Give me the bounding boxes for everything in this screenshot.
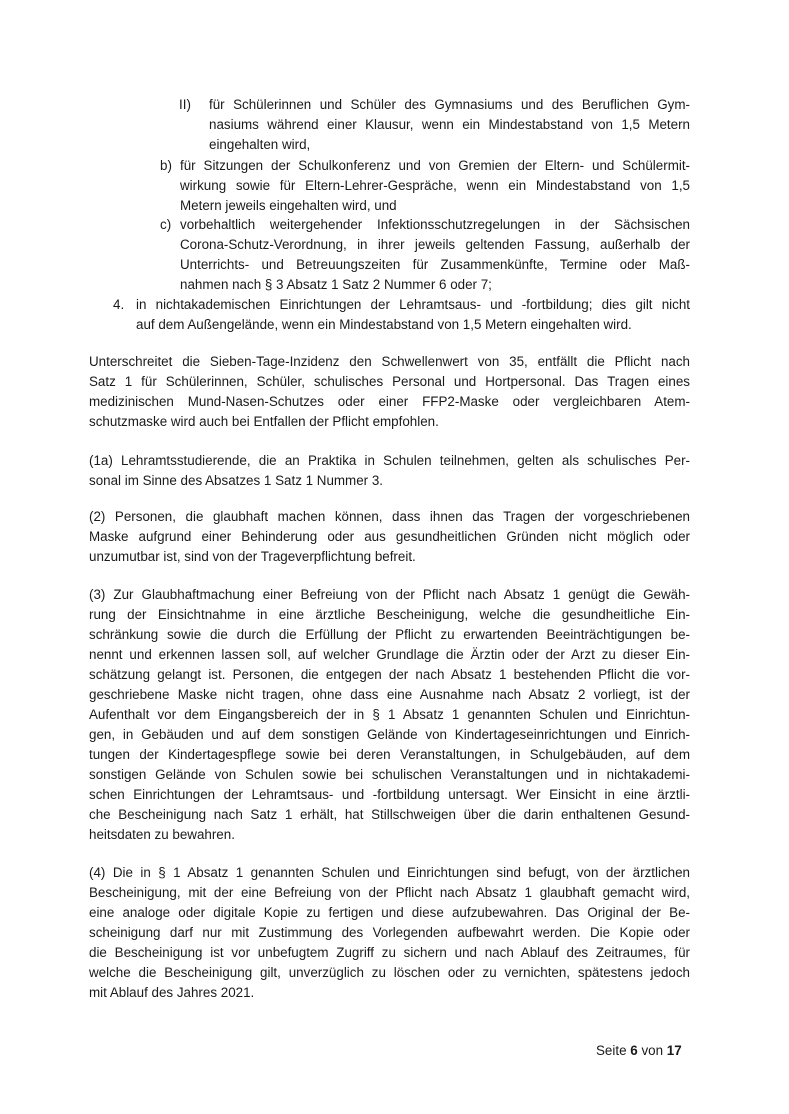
list-item-ii-line: nasiums während einer Klausur, wenn ein Mindestabstand von 1,5 Metern [209, 117, 690, 132]
paragraph-line: Maske aufgrund einer Behinderung oder aus gesundheitlichen Gründen nicht möglich oder [89, 529, 690, 544]
paragraph-line: welche die Bescheinigung gilt, unverzüglich zu löschen oder zu vernichten, spätestens jedoch [89, 965, 690, 980]
paragraph-line: die Bescheinigung ist vor unbefugtem Zugriff zu sichern und nach Ablauf des Zeitraumes, für [89, 945, 690, 960]
paragraph-line: mit Ablauf des Jahres 2021. [89, 985, 255, 1000]
paragraph-line: (2) Personen, die glaubhaft machen können, dass ihnen das Tragen der vorgeschriebenen [89, 509, 690, 524]
total-page-count: 17 [666, 1043, 682, 1058]
paragraph-line: schen Einrichtungen der Lehramtsaus- und -fortbildung untersagt. Wer Einsicht in eine ärztli- [89, 787, 690, 802]
paragraph-line: sonal im Sinne des Absatzes 1 Satz 1 Nummer 3. [89, 473, 383, 488]
paragraph-line: sonstigen Gelände von Schulen sowie bei schulischen Veranstaltungen und in nichtakademi- [89, 767, 690, 782]
paragraph-line: Unterschreitet die Sieben-Tage-Inzidenz den Schwellenwert von 35, entfällt die Pflicht nach [89, 354, 690, 369]
paragraph-line: Aufenthalt vor dem Eingangsbereich der in § 1 Absatz 1 genannten Schulen und Einrichtun- [89, 707, 690, 722]
paragraph-line: scheinigung darf nur mit Zustimmung des Vorlegenden aufbewahrt werden. Die Kopie oder [89, 925, 690, 940]
list-item-4-line: in nichtakademischen Einrichtungen der Lehramtsaus- und -fortbildung; dies gilt nicht [136, 297, 690, 312]
paragraph-line: geschriebene Maske nicht tragen, ohne dass eine Ausnahme nach Absatz 2 vorliegt, ist der [89, 687, 690, 702]
paragraph-line: schutzmaske wird auch bei Entfallen der Pflicht empfohlen. [89, 414, 439, 429]
paragraph-line: nennt und erkennen lassen soll, auf welcher Grundlage die Ärztin oder der Arzt zu dieser Ein- [89, 647, 690, 662]
list-marker-4: 4. [113, 297, 125, 312]
paragraph-line: (4) Die in § 1 Absatz 1 genannten Schulen und Einrichtungen sind befugt, von der ärztlichen [89, 865, 690, 880]
paragraph-line: (1a) Lehramtsstudierende, die an Praktika in Schulen teilnehmen, gelten als schulisches Per- [89, 453, 690, 468]
list-item-4-line: auf dem Außengelände, wenn ein Mindestabstand von 1,5 Metern eingehalten wird. [136, 317, 632, 332]
paragraph-line: tungen der Kindertagespflege sowie bei deren Veranstaltungen, in Schulgebäuden, auf dem [89, 747, 690, 762]
list-marker-c: c) [160, 217, 172, 232]
current-page-number: 6 [630, 1043, 638, 1058]
paragraph-line: heitsdaten zu bewahren. [89, 827, 235, 842]
paragraph-line: gen, in Gebäuden und auf dem sonstigen Gelände von Kindertageseinrichtungen und Einrich- [89, 727, 690, 742]
list-item-c-line: Corona-Schutz-Verordnung, in ihrer jeweils geltenden Fassung, außerhalb der [180, 237, 690, 252]
paragraph-line: unzumutbar ist, sind von der Trageverpflichtung befreit. [89, 549, 416, 564]
paragraph-line: rung der Einsichtnahme in eine ärztliche Bescheinigung, welche die gesundheitliche Ein- [89, 607, 690, 622]
paragraph-line: medizinischen Mund-Nasen-Schutzes oder einer FFP2-Maske oder vergleichbaren Atem- [89, 394, 690, 409]
paragraph-line: Bescheinigung, mit der eine Befreiung von der Pflicht nach Absatz 1 glaubhaft gemacht wird, [89, 885, 690, 900]
list-item-ii-line: eingehalten wird, [209, 137, 311, 152]
list-marker-ii: II) [179, 97, 191, 112]
list-item-b-line: wirkung sowie für Eltern-Lehrer-Gespräche, wenn ein Mindestabstand von 1,5 [180, 178, 690, 193]
paragraph-line: (3) Zur Glaubhaftmachung einer Befreiung von der Pflicht nach Absatz 1 genügt die Gewäh- [89, 587, 690, 602]
list-item-ii-line: für Schülerinnen und Schüler des Gymnasiums und des Beruflichen Gym- [209, 97, 690, 112]
list-item-b-line: für Sitzungen der Schulkonferenz und von Gremien der Eltern- und Schülermit- [180, 158, 690, 173]
footer-middle: von [641, 1043, 664, 1058]
list-item-c-line: nahmen nach § 3 Absatz 1 Satz 2 Nummer 6 oder 7; [180, 277, 492, 292]
footer-prefix: Seite [596, 1043, 627, 1058]
list-marker-b: b) [160, 158, 172, 173]
list-item-c-line: Unterrichts- und Betreuungszeiten für Zusammenkünfte, Termine oder Maß- [180, 257, 690, 272]
paragraph-line: che Bescheinigung nach Satz 1 erhält, hat Stillschweigen über die darin enthaltenen Gesund- [89, 807, 690, 822]
list-item-c-line: vorbehaltlich weitergehender Infektionsschutzregelungen in der Sächsischen [180, 217, 690, 232]
paragraph-line: Satz 1 für Schülerinnen, Schüler, schulisches Personal und Hortpersonal. Das Tragen eines [89, 374, 690, 389]
paragraph-line: schränkung sowie die durch die Erfüllung der Pflicht zu erwartenden Beeinträchtigungen be- [89, 627, 690, 642]
paragraph-line: eine analoge oder digitale Kopie zu fertigen und diese aufzubewahren. Das Original der Be- [89, 905, 690, 920]
paragraph-line: schätzung gelangt ist. Personen, die entgegen der nach Absatz 1 bestehenden Pflicht die vor- [89, 667, 690, 682]
page-number-footer [596, 1041, 682, 1062]
list-item-b-line: Metern jeweils eingehalten wird, und [180, 198, 397, 213]
